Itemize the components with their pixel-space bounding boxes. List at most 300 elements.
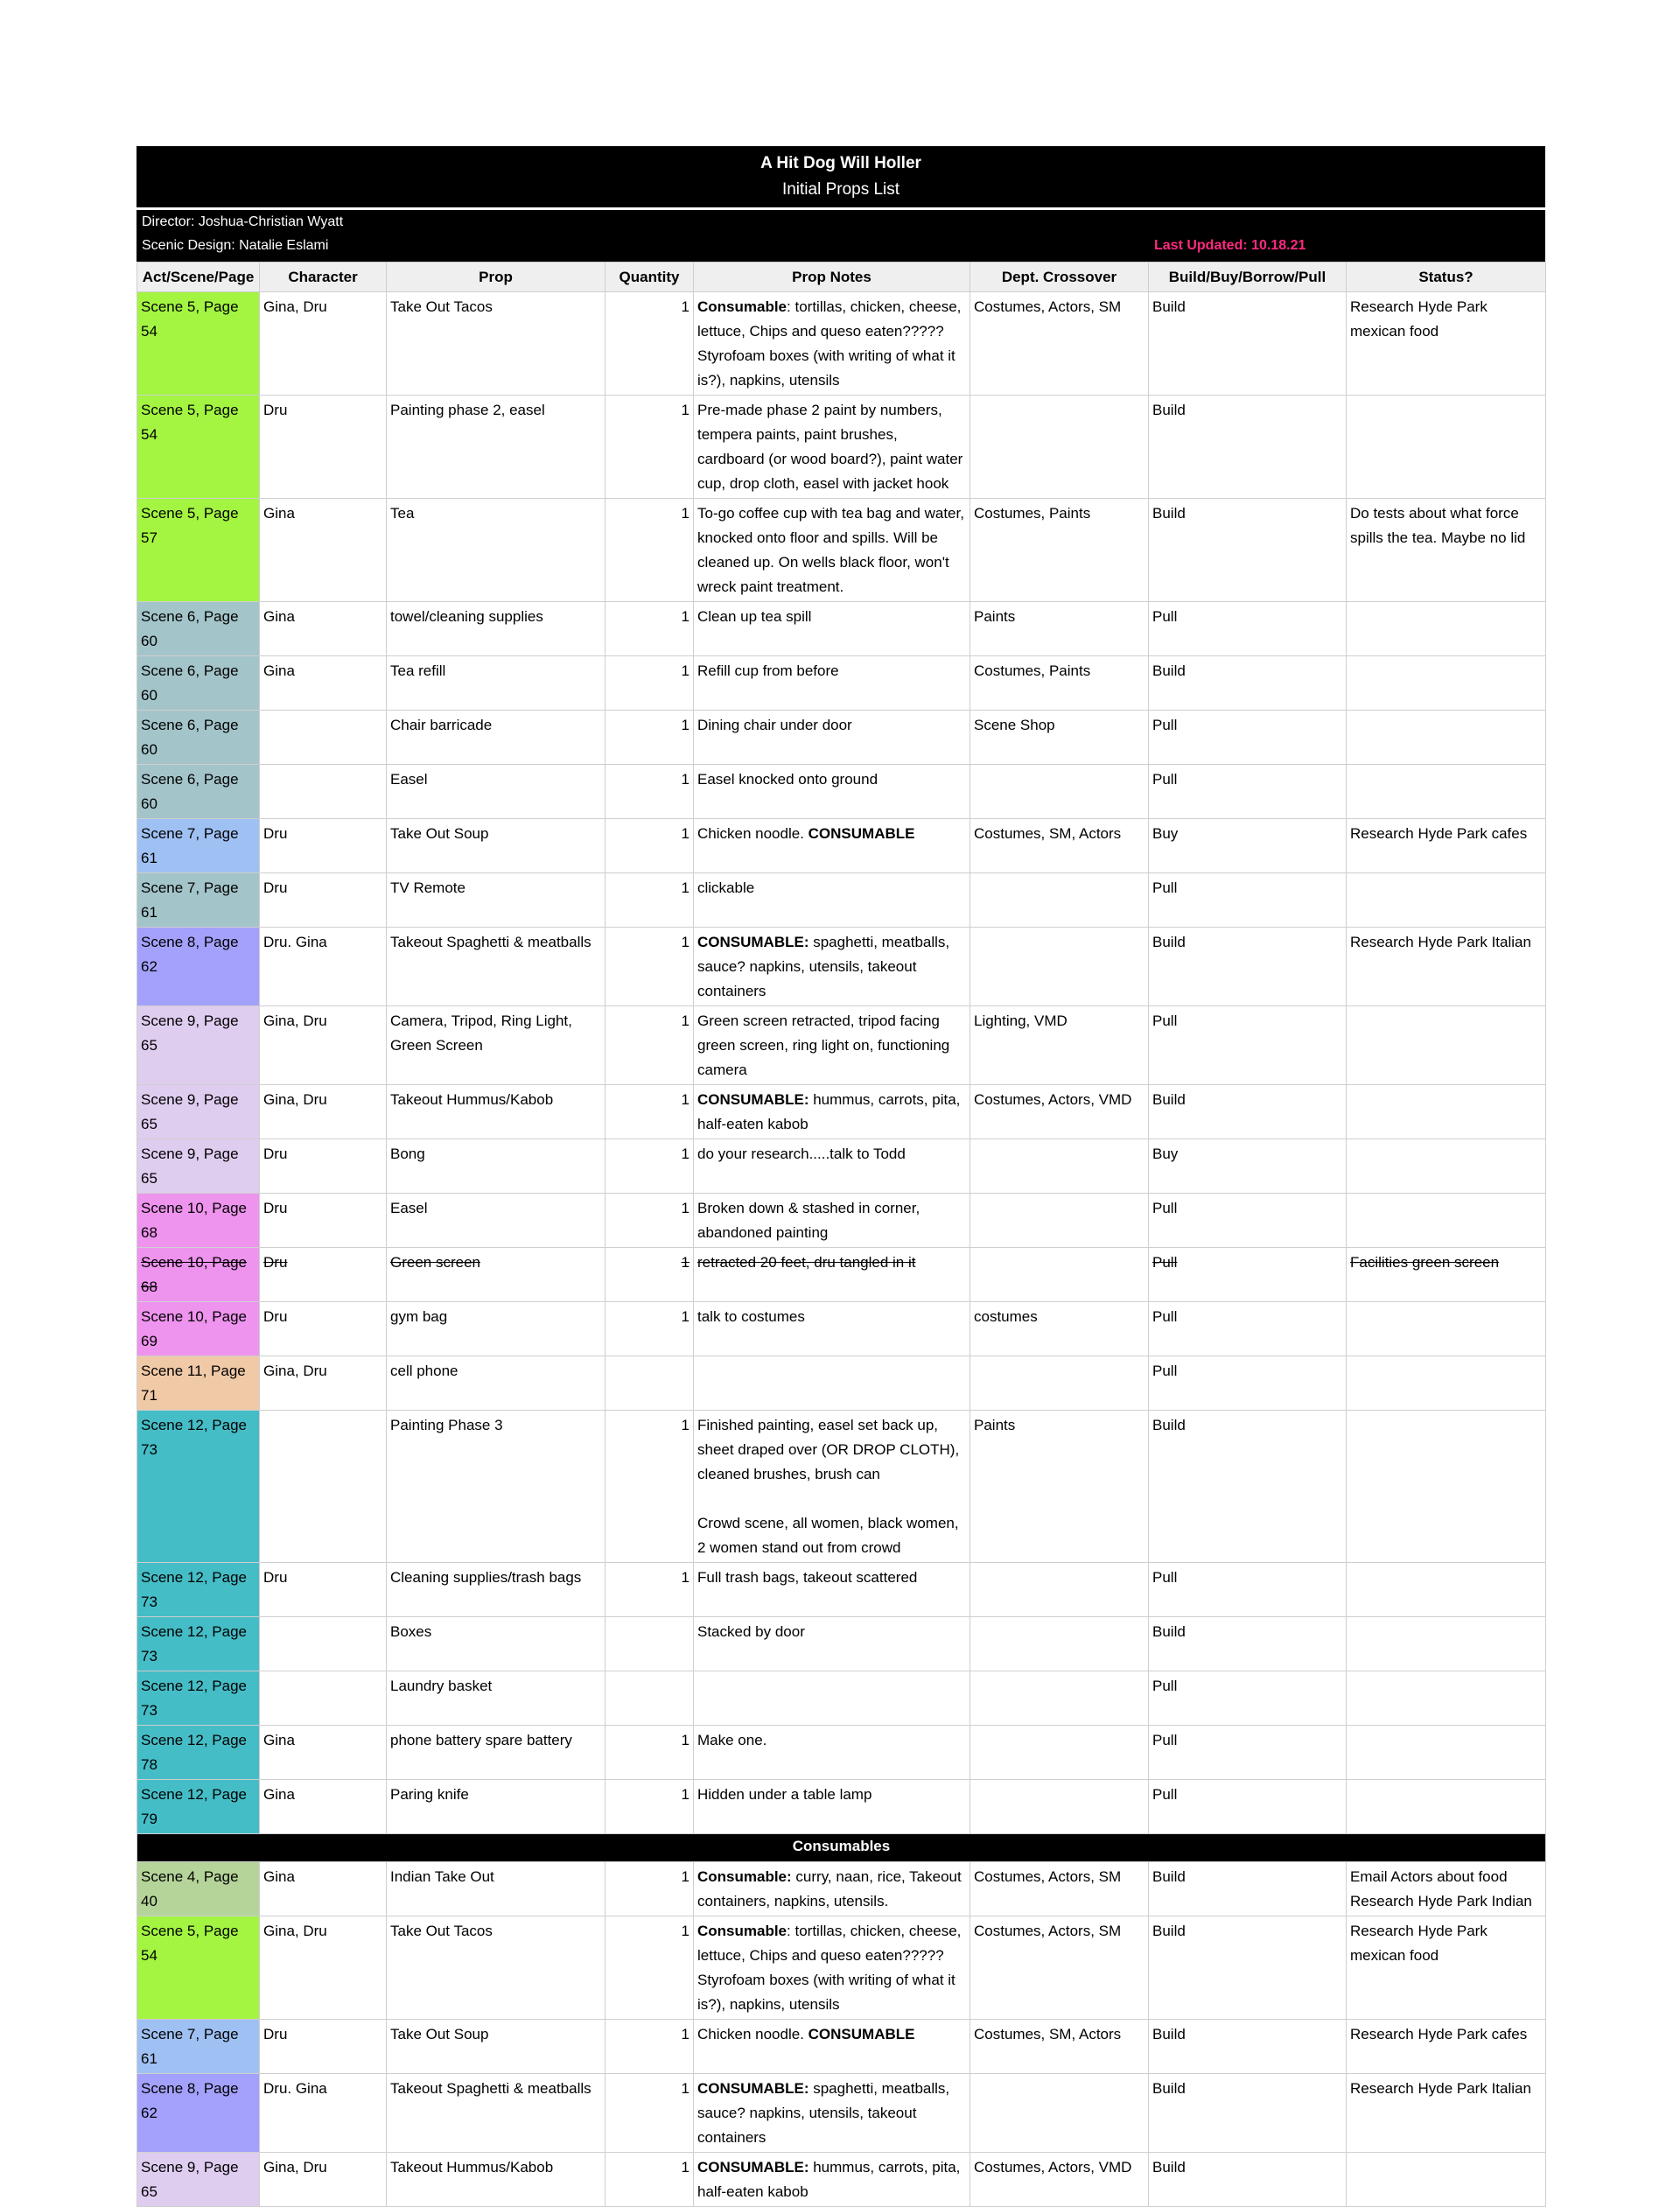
notes-text: curry, naan, rice, Takeout containers, napkins, utensils.	[697, 1868, 962, 1909]
prop-cell: TV Remote	[387, 873, 606, 928]
prop-cell: Boxes	[387, 1617, 606, 1671]
dept-crossover-cell: Costumes, Paints	[970, 656, 1149, 711]
quantity-cell: 1	[606, 765, 694, 819]
status-cell	[1347, 1563, 1546, 1617]
notes-cell	[694, 499, 970, 602]
acquisition-cell: Pull	[1149, 1356, 1347, 1411]
scene-cell: Scene 12, Page 78	[137, 1726, 260, 1780]
status-cell	[1347, 711, 1546, 765]
column-header-row	[137, 263, 1546, 292]
notes-text: Clean up tea spill	[697, 608, 812, 625]
dept-crossover-cell	[970, 1726, 1149, 1780]
character-cell: Dru	[260, 819, 387, 873]
quantity-cell: 1	[606, 1411, 694, 1563]
scene-cell: Scene 12, Page 73	[137, 1411, 260, 1563]
character-cell: Gina, Dru	[260, 1356, 387, 1411]
table-row	[137, 1916, 1546, 2020]
quantity-cell: 1	[606, 396, 694, 499]
character-cell	[260, 765, 387, 819]
props-sheet	[136, 146, 1545, 2207]
character-cell: Gina	[260, 602, 387, 656]
scene-cell: Scene 11, Page 71	[137, 1356, 260, 1411]
prop-cell: Easel	[387, 765, 606, 819]
acquisition-cell: Pull	[1149, 1671, 1347, 1726]
dept-crossover-cell	[970, 1194, 1149, 1248]
prop-cell: Take Out Tacos	[387, 292, 606, 396]
acquisition-cell: Pull	[1149, 1006, 1347, 1085]
quantity-cell: 1	[606, 656, 694, 711]
notes-bold: CONSUMABLE:	[697, 2159, 809, 2175]
prop-cell: Tea	[387, 499, 606, 602]
notes-bold: CONSUMABLE:	[697, 934, 809, 950]
quantity-cell: 1	[606, 1780, 694, 1834]
notes-tail-bold: CONSUMABLE	[808, 2026, 915, 2042]
notes-cell	[694, 2074, 970, 2153]
column-header: Prop Notes	[694, 263, 970, 292]
director-credit: Director: Joshua-Christian Wyatt	[142, 214, 344, 229]
character-cell: Gina	[260, 1780, 387, 1834]
status-cell: Research Hyde Park mexican food	[1347, 1916, 1546, 2020]
scene-cell: Scene 9, Page 65	[137, 1085, 260, 1139]
status-cell	[1347, 656, 1546, 711]
acquisition-cell: Build	[1149, 499, 1347, 602]
dept-crossover-cell	[970, 928, 1149, 1006]
dept-crossover-cell: Costumes, Actors, VMD	[970, 1085, 1149, 1139]
status-cell	[1347, 1671, 1546, 1726]
scenic-design-credit: Scenic Design: Natalie Eslami	[142, 238, 329, 253]
table-row	[137, 292, 1546, 396]
status-cell	[1347, 1194, 1546, 1248]
character-cell: Gina	[260, 1726, 387, 1780]
scene-cell: Scene 10, Page 68	[137, 1248, 260, 1302]
scene-cell: Scene 4, Page 40	[137, 1862, 260, 1916]
status-cell	[1347, 1780, 1546, 1834]
acquisition-cell: Build	[1149, 1411, 1347, 1563]
quantity-cell	[606, 1356, 694, 1411]
quantity-cell: 1	[606, 1862, 694, 1916]
notes-bold: Consumable	[697, 1923, 788, 1939]
prop-cell: Laundry basket	[387, 1671, 606, 1726]
scene-cell: Scene 12, Page 73	[137, 1617, 260, 1671]
prop-cell: Easel	[387, 1194, 606, 1248]
quantity-cell: 1	[606, 819, 694, 873]
quantity-cell: 1	[606, 1916, 694, 2020]
character-cell: Gina, Dru	[260, 1916, 387, 2020]
quantity-cell: 1	[606, 711, 694, 765]
character-cell: Dru	[260, 1139, 387, 1194]
prop-cell: Takeout Spaghetti & meatballs	[387, 2074, 606, 2153]
dept-crossover-cell: Lighting, VMD	[970, 1006, 1149, 1085]
notes-cell	[694, 656, 970, 711]
notes-extra: Crowd scene, all women, black women, 2 women stand out from crowd	[697, 1515, 959, 1556]
table-row	[137, 2074, 1546, 2153]
dept-crossover-cell	[970, 396, 1149, 499]
prop-cell: Tea refill	[387, 656, 606, 711]
dept-crossover-cell	[970, 1617, 1149, 1671]
acquisition-cell: Build	[1149, 292, 1347, 396]
notes-cell	[694, 1194, 970, 1248]
notes-text: Chicken noodle.	[697, 2026, 808, 2042]
notes-cell	[694, 396, 970, 499]
table-row	[137, 765, 1546, 819]
scene-cell: Scene 9, Page 65	[137, 1006, 260, 1085]
character-cell: Dru	[260, 2020, 387, 2074]
notes-cell	[694, 1006, 970, 1085]
quantity-cell: 1	[606, 1248, 694, 1302]
acquisition-cell: Build	[1149, 1617, 1347, 1671]
notes-text: : tortillas, chicken, cheese, lettuce, Chips and queso eaten????? Styrofoam boxes (with writing of what it is?), napkins, utensils	[697, 1923, 962, 2013]
table-row	[137, 1085, 1546, 1139]
table-row	[137, 1671, 1546, 1726]
table-row	[137, 1780, 1546, 1834]
notes-cell	[694, 1302, 970, 1356]
quantity-cell: 1	[606, 499, 694, 602]
notes-bold: Consumable:	[697, 1868, 792, 1885]
column-header: Status?	[1347, 263, 1546, 292]
character-cell	[260, 1617, 387, 1671]
table-row	[137, 1139, 1546, 1194]
notes-text: Finished painting, easel set back up, sheet draped over (OR DROP CLOTH), cleaned brushes, brush can	[697, 1417, 960, 1482]
notes-cell	[694, 928, 970, 1006]
dept-crossover-cell: Costumes, Actors, SM	[970, 1916, 1149, 2020]
dept-crossover-cell: Costumes, Paints	[970, 499, 1149, 602]
acquisition-cell: Pull	[1149, 765, 1347, 819]
prop-cell: towel/cleaning supplies	[387, 602, 606, 656]
scene-cell: Scene 5, Page 54	[137, 292, 260, 396]
dept-crossover-cell	[970, 1139, 1149, 1194]
dept-crossover-cell	[970, 1356, 1149, 1411]
table-row	[137, 1006, 1546, 1085]
acquisition-cell: Build	[1149, 396, 1347, 499]
scene-cell: Scene 6, Page 60	[137, 656, 260, 711]
acquisition-cell: Pull	[1149, 602, 1347, 656]
notes-text: hummus, carrots, pita, half-eaten kabob	[697, 2159, 961, 2200]
notes-text: Hidden under a table lamp	[697, 1786, 872, 1803]
notes-cell	[694, 602, 970, 656]
table-row	[137, 1248, 1546, 1302]
notes-text: Refill cup from before	[697, 662, 839, 679]
acquisition-cell: Build	[1149, 1916, 1347, 2020]
acquisition-cell: Build	[1149, 1085, 1347, 1139]
notes-text: Stacked by door	[697, 1623, 805, 1640]
table-row	[137, 499, 1546, 602]
acquisition-cell: Build	[1149, 2153, 1347, 2207]
notes-cell	[694, 819, 970, 873]
acquisition-cell: Pull	[1149, 1780, 1347, 1834]
acquisition-cell: Build	[1149, 2074, 1347, 2153]
prop-cell: cell phone	[387, 1356, 606, 1411]
notes-cell	[694, 1356, 970, 1411]
quantity-cell: 1	[606, 1194, 694, 1248]
prop-cell: Take Out Soup	[387, 819, 606, 873]
quantity-cell: 1	[606, 292, 694, 396]
status-cell: Facilities green screen	[1347, 1248, 1546, 1302]
table-row	[137, 1617, 1546, 1671]
notes-cell	[694, 1726, 970, 1780]
status-cell	[1347, 1356, 1546, 1411]
notes-text: Make one.	[697, 1732, 767, 1748]
prop-cell: Take Out Tacos	[387, 1916, 606, 2020]
dept-crossover-cell: Paints	[970, 602, 1149, 656]
scene-cell: Scene 8, Page 62	[137, 2074, 260, 2153]
dept-crossover-cell: Paints	[970, 1411, 1149, 1563]
character-cell: Dru	[260, 873, 387, 928]
dept-crossover-cell	[970, 1780, 1149, 1834]
status-cell	[1347, 2153, 1546, 2207]
dept-crossover-cell: Costumes, SM, Actors	[970, 2020, 1149, 2074]
character-cell: Gina	[260, 656, 387, 711]
prop-cell: Green screen	[387, 1248, 606, 1302]
dept-crossover-cell: Costumes, Actors, VMD	[970, 2153, 1149, 2207]
column-header: Act/Scene/Page	[137, 263, 260, 292]
notes-cell	[694, 1780, 970, 1834]
notes-cell	[694, 1671, 970, 1726]
scene-cell: Scene 7, Page 61	[137, 819, 260, 873]
character-cell: Dru	[260, 1248, 387, 1302]
notes-cell	[694, 2020, 970, 2074]
notes-cell	[694, 1563, 970, 1617]
status-cell	[1347, 396, 1546, 499]
table-row	[137, 2020, 1546, 2074]
status-cell	[1347, 1085, 1546, 1139]
dept-crossover-cell	[970, 765, 1149, 819]
prop-cell: Cleaning supplies/trash bags	[387, 1563, 606, 1617]
column-header: Prop	[387, 263, 606, 292]
dept-crossover-cell	[970, 1248, 1149, 1302]
quantity-cell	[606, 1617, 694, 1671]
dept-crossover-cell: Costumes, Actors, SM	[970, 292, 1149, 396]
section-label: Consumables	[137, 1834, 1546, 1862]
quantity-cell: 1	[606, 1302, 694, 1356]
notes-cell	[694, 1617, 970, 1671]
notes-cell	[694, 2153, 970, 2207]
notes-text: spaghetti, meatballs, sauce? napkins, utensils, takeout containers	[697, 934, 950, 999]
acquisition-cell: Pull	[1149, 1248, 1347, 1302]
character-cell: Dru	[260, 1302, 387, 1356]
scene-cell: Scene 6, Page 60	[137, 711, 260, 765]
acquisition-cell: Pull	[1149, 873, 1347, 928]
status-cell	[1347, 1302, 1546, 1356]
notes-cell	[694, 1248, 970, 1302]
status-cell	[1347, 1726, 1546, 1780]
quantity-cell: 1	[606, 1085, 694, 1139]
notes-bold: CONSUMABLE:	[697, 1091, 809, 1108]
table-row	[137, 2153, 1546, 2207]
prop-cell: Takeout Hummus/Kabob	[387, 2153, 606, 2207]
table-row	[137, 1194, 1546, 1248]
scene-cell: Scene 5, Page 54	[137, 1916, 260, 2020]
props-table	[136, 262, 1546, 2207]
quantity-cell: 1	[606, 2153, 694, 2207]
notes-text: Pre-made phase 2 paint by numbers, tempera paints, paint brushes, cardboard (or wood board?), paint water cup, drop cloth, easel with jacket hook	[697, 402, 963, 492]
notes-text: Chicken noodle.	[697, 825, 808, 842]
notes-bold: Consumable	[697, 298, 788, 315]
notes-text: hummus, carrots, pita, half-eaten kabob	[697, 1091, 961, 1132]
character-cell	[260, 1411, 387, 1563]
scene-cell: Scene 7, Page 61	[137, 873, 260, 928]
prop-cell: Bong	[387, 1139, 606, 1194]
acquisition-cell: Pull	[1149, 1726, 1347, 1780]
prop-cell: Takeout Hummus/Kabob	[387, 1085, 606, 1139]
quantity-cell: 1	[606, 1726, 694, 1780]
prop-cell: Takeout Spaghetti & meatballs	[387, 928, 606, 1006]
notes-cell	[694, 1085, 970, 1139]
status-cell	[1347, 1411, 1546, 1563]
status-cell: Do tests about what force spills the tea. Maybe no lid	[1347, 499, 1546, 602]
prop-cell: Indian Take Out	[387, 1862, 606, 1916]
notes-tail-bold: CONSUMABLE	[808, 825, 915, 842]
character-cell: Dru. Gina	[260, 2074, 387, 2153]
status-cell	[1347, 1139, 1546, 1194]
scene-cell: Scene 7, Page 61	[137, 2020, 260, 2074]
scene-cell: Scene 10, Page 68	[137, 1194, 260, 1248]
credits-bar	[136, 210, 1545, 262]
notes-text: Easel knocked onto ground	[697, 771, 878, 788]
notes-text: retracted 20 feet, dru tangled in it	[697, 1254, 916, 1271]
scene-cell: Scene 6, Page 60	[137, 765, 260, 819]
quantity-cell: 1	[606, 1006, 694, 1085]
dept-crossover-cell	[970, 1671, 1149, 1726]
notes-cell	[694, 1916, 970, 2020]
notes-text: : tortillas, chicken, cheese, lettuce, Chips and queso eaten????? Styrofoam boxes (with writing of what it is?), napkins, utensils	[697, 298, 962, 389]
notes-cell	[694, 765, 970, 819]
quantity-cell: 1	[606, 1139, 694, 1194]
scene-cell: Scene 12, Page 73	[137, 1563, 260, 1617]
table-row	[137, 1862, 1546, 1916]
character-cell: Dru	[260, 1194, 387, 1248]
notes-text: Broken down & stashed in corner, abandoned painting	[697, 1200, 920, 1241]
table-row	[137, 396, 1546, 499]
table-row	[137, 656, 1546, 711]
status-cell: Research Hyde Park Italian	[1347, 2074, 1546, 2153]
table-row	[137, 602, 1546, 656]
acquisition-cell: Build	[1149, 2020, 1347, 2074]
character-cell: Gina, Dru	[260, 292, 387, 396]
notes-text: Dining chair under door	[697, 717, 852, 733]
table-row	[137, 1411, 1546, 1563]
quantity-cell: 1	[606, 2074, 694, 2153]
scene-cell: Scene 9, Page 65	[137, 1139, 260, 1194]
prop-cell: Painting phase 2, easel	[387, 396, 606, 499]
status-cell	[1347, 602, 1546, 656]
notes-cell	[694, 711, 970, 765]
character-cell: Gina, Dru	[260, 2153, 387, 2207]
acquisition-cell: Pull	[1149, 1563, 1347, 1617]
title-banner	[136, 146, 1545, 207]
table-row	[137, 873, 1546, 928]
scene-cell: Scene 12, Page 73	[137, 1671, 260, 1726]
character-cell: Gina, Dru	[260, 1006, 387, 1085]
notes-cell	[694, 1139, 970, 1194]
scene-cell: Scene 8, Page 62	[137, 928, 260, 1006]
table-row	[137, 1563, 1546, 1617]
quantity-cell: 1	[606, 873, 694, 928]
character-cell: Dru. Gina	[260, 928, 387, 1006]
scene-cell: Scene 12, Page 79	[137, 1780, 260, 1834]
character-cell: Gina	[260, 499, 387, 602]
prop-cell: Painting Phase 3	[387, 1411, 606, 1563]
status-cell: Research Hyde Park Italian	[1347, 928, 1546, 1006]
dept-crossover-cell: Costumes, Actors, SM	[970, 1862, 1149, 1916]
status-cell	[1347, 765, 1546, 819]
show-title: A Hit Dog Will Holler	[760, 154, 921, 172]
column-header: Quantity	[606, 263, 694, 292]
status-cell: Email Actors about food Research Hyde Park Indian	[1347, 1862, 1546, 1916]
dept-crossover-cell	[970, 1563, 1149, 1617]
prop-cell: Paring knife	[387, 1780, 606, 1834]
status-cell: Research Hyde Park cafes	[1347, 2020, 1546, 2074]
notes-cell	[694, 1411, 970, 1563]
notes-cell	[694, 292, 970, 396]
dept-crossover-cell	[970, 2074, 1149, 2153]
notes-text: do your research.....talk to Todd	[697, 1146, 906, 1162]
scene-cell: Scene 5, Page 57	[137, 499, 260, 602]
list-subtitle: Initial Props List	[781, 180, 900, 199]
scene-cell: Scene 9, Page 65	[137, 2153, 260, 2207]
notes-text: Full trash bags, takeout scattered	[697, 1569, 918, 1586]
status-cell	[1347, 873, 1546, 928]
acquisition-cell: Pull	[1149, 711, 1347, 765]
scene-cell: Scene 6, Page 60	[137, 602, 260, 656]
notes-text: Green screen retracted, tripod facing green screen, ring light on, functioning camera	[697, 1012, 950, 1078]
acquisition-cell: Buy	[1149, 1139, 1347, 1194]
scene-cell: Scene 5, Page 54	[137, 396, 260, 499]
notes-text: clickable	[697, 879, 755, 896]
prop-cell: phone battery spare battery	[387, 1726, 606, 1780]
notes-text: talk to costumes	[697, 1308, 805, 1325]
table-row	[137, 711, 1546, 765]
quantity-cell: 1	[606, 2020, 694, 2074]
prop-cell: Chair barricade	[387, 711, 606, 765]
column-header: Character	[260, 263, 387, 292]
table-row	[137, 1356, 1546, 1411]
last-updated: Last Updated: 10.18.21	[1154, 238, 1306, 253]
character-cell	[260, 711, 387, 765]
notes-text: To-go coffee cup with tea bag and water, knocked onto floor and spills. Will be cleaned up. On wells black floor, won't wreck paint treatment.	[697, 505, 964, 595]
table-row	[137, 928, 1546, 1006]
acquisition-cell: Build	[1149, 928, 1347, 1006]
character-cell	[260, 1671, 387, 1726]
status-cell: Research Hyde Park cafes	[1347, 819, 1546, 873]
prop-cell: Take Out Soup	[387, 2020, 606, 2074]
notes-bold: CONSUMABLE:	[697, 2080, 809, 2097]
prop-cell: gym bag	[387, 1302, 606, 1356]
notes-cell	[694, 873, 970, 928]
acquisition-cell: Build	[1149, 1862, 1347, 1916]
quantity-cell	[606, 1671, 694, 1726]
status-cell: Research Hyde Park mexican food	[1347, 292, 1546, 396]
dept-crossover-cell: costumes	[970, 1302, 1149, 1356]
status-cell	[1347, 1617, 1546, 1671]
scene-cell: Scene 10, Page 69	[137, 1302, 260, 1356]
dept-crossover-cell	[970, 873, 1149, 928]
character-cell: Gina	[260, 1862, 387, 1916]
character-cell: Gina, Dru	[260, 1085, 387, 1139]
status-cell	[1347, 1006, 1546, 1085]
dept-crossover-cell: Scene Shop	[970, 711, 1149, 765]
character-cell: Dru	[260, 396, 387, 499]
quantity-cell: 1	[606, 602, 694, 656]
table-row	[137, 819, 1546, 873]
character-cell: Dru	[260, 1563, 387, 1617]
acquisition-cell: Build	[1149, 656, 1347, 711]
column-header: Build/Buy/Borrow/Pull	[1149, 263, 1347, 292]
notes-cell	[694, 1862, 970, 1916]
table-row	[137, 1302, 1546, 1356]
section-header-consumables	[137, 1834, 1546, 1862]
quantity-cell: 1	[606, 928, 694, 1006]
acquisition-cell: Pull	[1149, 1302, 1347, 1356]
